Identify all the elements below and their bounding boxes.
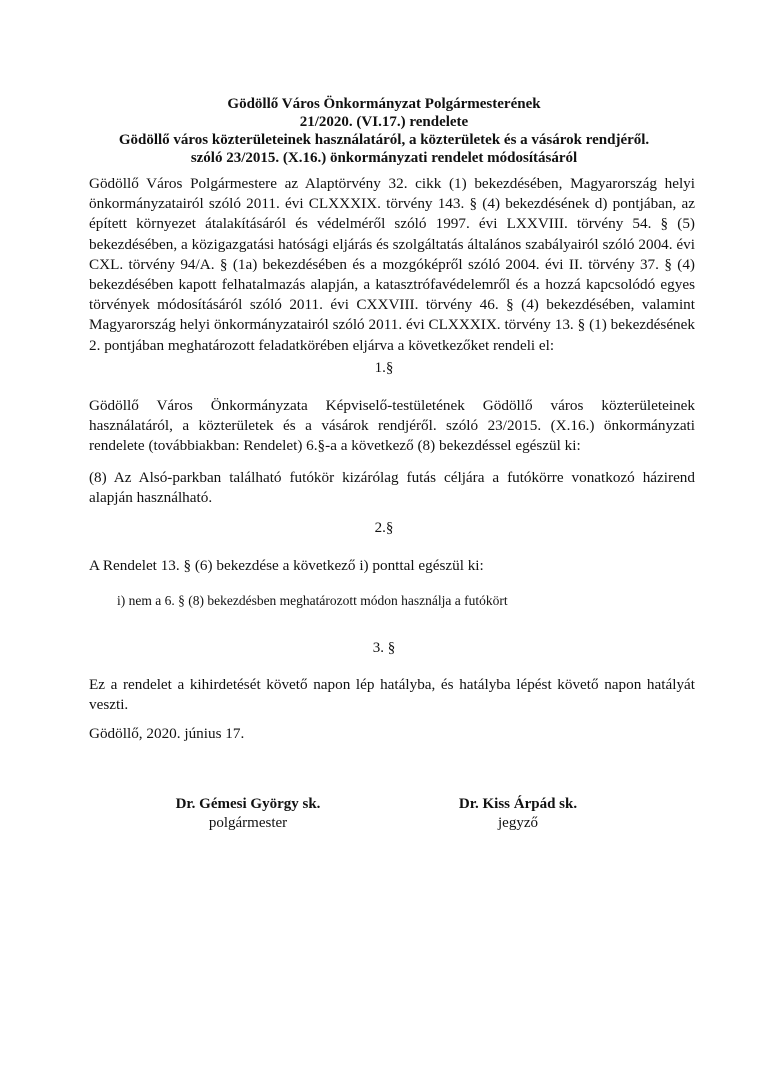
preamble-paragraph: Gödöllő Város Polgármestere az Alaptörvény 32. cikk (1) bekezdésében, Magyarország helyi önkormányzatairól szóló 2011. évi CLXXXIX. törvény 143. § (4) bekezdésének d) pontjában, az épített környezet átalakításáról és védelméről szóló 1997. évi LXXVIII. törvény 54. § (5) bekezdésében, a közigazgatási hatósági eljárás és szolgáltatás általános szabályairól szóló 2004. évi CXL. törvény 94/A. § (1a) bekezdésében és a mozgóképről szóló 2004. évi II. törvény 37. § (4) bekezdésében kapott felhatalmazás alapján, a katasztrófavédelemről és a hozzá kapcsolódó egyes törvények módosításáról szóló 2011. évi CXXVIII. törvény 46. § (4) bekezdésében, valamint Magyarország helyi önkormányzatairól szóló 2011. évi CLXXXIX. törvény 13. § (1) bekezdésének 2. pontjában meghatározott feladatkörében eljárva a következőket rendeli el: <box>89 175 695 354</box>
section-3-number: 3. § <box>372 640 396 656</box>
signature-mayor <box>148 795 348 833</box>
document-header <box>60 95 708 167</box>
section-1-added-paragraph: (8) Az Alsó-parkban található futókör kizárólag futás céljára a futókörre vonatkozó házirend alapján használható. <box>89 469 695 507</box>
section-1-number: 1.§ <box>374 360 394 376</box>
section-3-text: Ez a rendelet a kihirdetését követő napon lép hatályba, és hatályba lépést követő napon hatályát veszti. <box>89 676 695 714</box>
decree-subject: Gödöllő város közterületeinek használatáról, a közterületek és a vásárok rendjéről. <box>118 132 650 148</box>
signature-notary <box>418 795 618 833</box>
place-date: Gödöllő, 2020. június 17. <box>89 725 245 742</box>
signature-title: jegyző <box>498 815 538 831</box>
section-2-text: A Rendelet 13. § (6) bekezdése a következő i) ponttal egészül ki: <box>89 557 484 574</box>
signature-name: Dr. Gémesi György sk. <box>175 796 321 812</box>
signature-title: polgármester <box>208 815 288 831</box>
issuer-title: Gödöllő Város Önkormányzat Polgármesterének <box>227 96 541 112</box>
section-1-text: Gödöllő Város Önkormányzata Képviselő-testületének Gödöllő város közterületeinek használatáról, a közterületek és a vásárok rendjéről. szóló 23/2015. (X.16.) önkormányzati rendelete (továbbiakban: Rendelet) 6.§-a a következő (8) bekezdéssel egészül ki: <box>89 397 695 455</box>
signature-name: Dr. Kiss Árpád sk. <box>458 796 578 812</box>
section-2-point-i: i) nem a 6. § (8) bekezdésben meghatározott módon használja a futókört <box>117 593 508 608</box>
decree-subject-cont: szóló 23/2015. (X.16.) önkormányzati rendelet módosításáról <box>190 150 578 166</box>
section-2-number: 2.§ <box>374 520 394 536</box>
decree-number: 21/2020. (VI.17.) rendelete <box>299 114 469 130</box>
